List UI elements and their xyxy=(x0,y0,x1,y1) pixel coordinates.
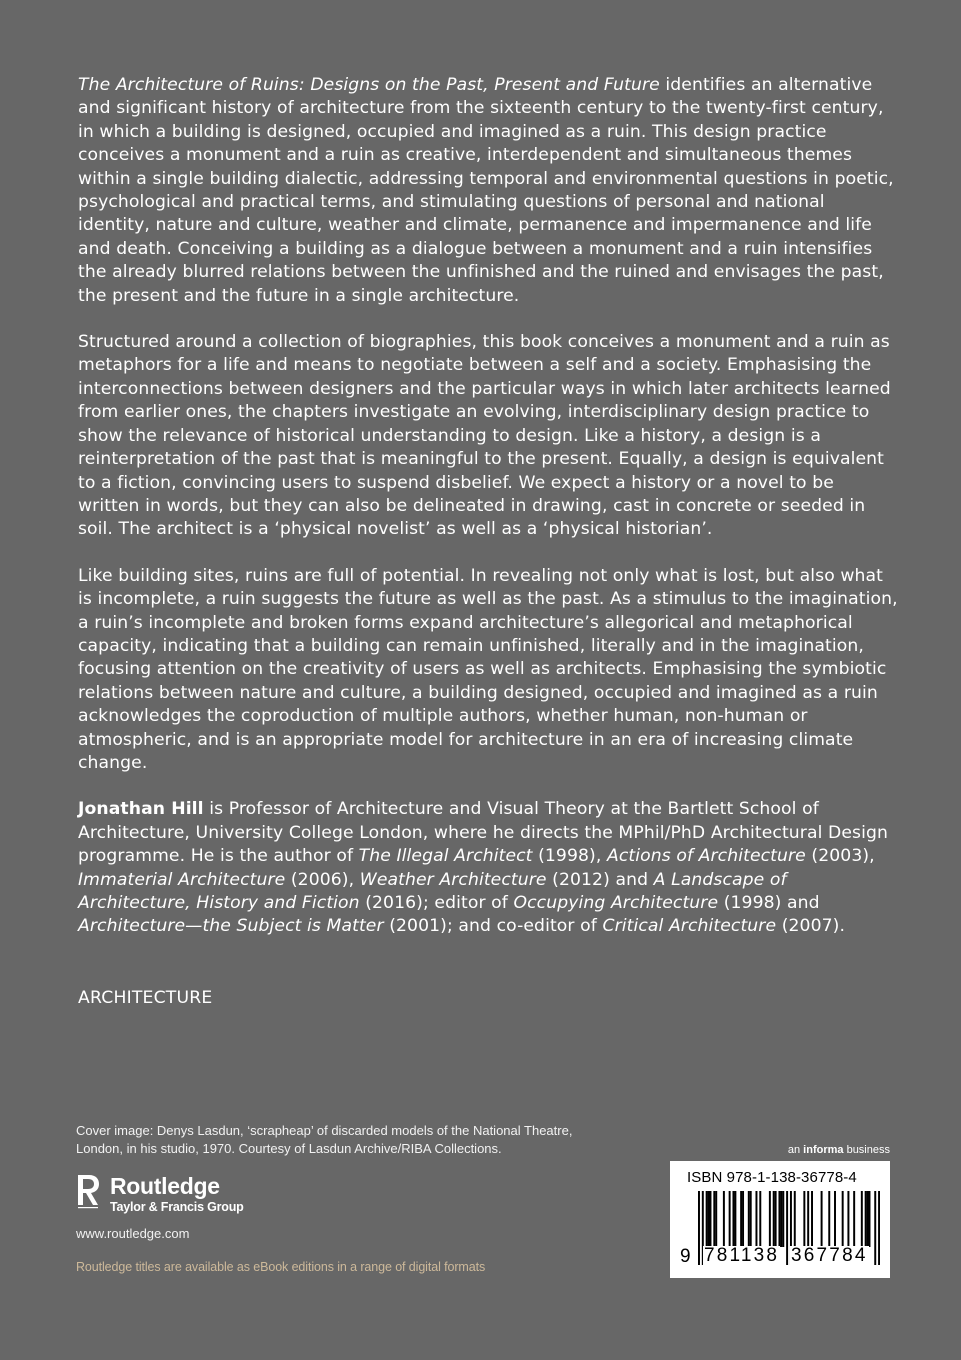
barcode-bar xyxy=(698,1191,700,1265)
barcode-bar xyxy=(834,1191,836,1247)
isbn-label: ISBN 978-1-138-36778-4 xyxy=(687,1169,857,1186)
barcode-bar xyxy=(734,1191,736,1247)
bio-text: (2006), xyxy=(285,869,360,890)
blurb-paragraph-1 xyxy=(78,74,898,308)
subject-category: ARCHITECTURE xyxy=(78,988,213,1008)
bio-book-title: Immaterial Architecture xyxy=(78,869,286,890)
barcode-bar xyxy=(878,1191,880,1265)
publisher-logo xyxy=(76,1173,244,1223)
bio-text: (2001); and co-editor of xyxy=(383,916,603,937)
book-title: The Architecture of Ruins: Designs on the Past, Present and Future xyxy=(78,75,660,95)
barcode-bar xyxy=(803,1191,805,1247)
bio-text: (1998) and xyxy=(718,893,820,913)
bio-book-title: A Landscape of Architecture, History and Fiction xyxy=(78,869,787,913)
informa-prefix: an xyxy=(787,1144,804,1156)
bio-book-title: Architecture—the Subject is Matter xyxy=(78,916,384,937)
barcode-bar xyxy=(811,1191,813,1247)
barcode-bar xyxy=(729,1191,731,1247)
bio-text: (2016); editor of xyxy=(359,893,514,913)
bio-text: is Professor of Architecture and Visual Theory at the Bartlett School of Architecture, University College London, where he directs the MPhil/PhD Architectural Design programme. He is the author of xyxy=(78,799,888,867)
barcode-bar xyxy=(778,1191,780,1247)
barcode-bar xyxy=(755,1191,757,1247)
barcode-bar xyxy=(794,1191,796,1247)
barcode-bar xyxy=(874,1191,876,1265)
ean-left-digits: 781138 xyxy=(704,1245,780,1266)
author-bio xyxy=(78,798,898,938)
bio-book-title: Critical Architecture xyxy=(602,916,777,937)
bio-text: (2003), xyxy=(805,846,875,867)
back-cover-blurb xyxy=(78,74,898,962)
barcode-bar xyxy=(723,1191,725,1247)
barcode-bar xyxy=(869,1191,871,1247)
barcode-bar xyxy=(853,1191,855,1247)
barcode-bar xyxy=(865,1191,867,1247)
publisher-name: Routledge xyxy=(110,1173,220,1199)
barcode-bar xyxy=(780,1191,782,1247)
barcode-bar xyxy=(713,1191,715,1247)
bio-book-title: The Illegal Architect xyxy=(358,846,533,867)
barcode-bar xyxy=(732,1191,734,1247)
informa-business-logo xyxy=(788,1144,890,1156)
bio-text: (2012) and xyxy=(546,869,654,890)
barcode-bar xyxy=(775,1191,777,1247)
publisher-website[interactable]: www.routledge.com xyxy=(76,1226,190,1241)
barcode-bar xyxy=(861,1191,863,1247)
barcode-bar xyxy=(782,1191,784,1247)
barcode-bar xyxy=(759,1191,761,1247)
barcode-bar xyxy=(847,1191,849,1247)
ebook-note: Routledge titles are available as eBook editions in a range of digital formats xyxy=(76,1260,486,1274)
barcode-bar xyxy=(828,1191,830,1247)
publisher-group: Taylor & Francis Group xyxy=(110,1200,244,1214)
blurb-paragraph-2: Structured around a collection of biographies, this book conceives a monument and a ruin as metaphors for a life and means to negotiate between a self and a society. Emphasising the interconnections between designers and the particular ways in which later architects learned from earlier ones, the chapters investigate an evolving, interdisciplinary design practice to show the relevance of historical understanding to design. Like a history, a design is a reinterpretation of the past that is meaningful to the present. Equally, a design is equivalent to a fiction, convincing users to suspend disbelief. We expect a history or a novel to be written in words, but they can also be delineated in drawing, cast in concrete or seeded in soil. The architect is a ‘physical novelist’ as well as a ‘physical historian’. xyxy=(78,332,891,540)
informa-brand: informa xyxy=(803,1144,844,1156)
informa-suffix: business xyxy=(843,1144,890,1156)
barcode-bar xyxy=(740,1191,742,1247)
ean-first-digit: 9 xyxy=(680,1246,691,1267)
barcode-bar xyxy=(867,1191,869,1247)
bio-text: (1998), xyxy=(532,846,607,867)
barcode-bar xyxy=(786,1191,788,1265)
routledge-r-icon xyxy=(76,1173,102,1219)
barcode-bar xyxy=(821,1191,823,1247)
author-name: Jonathan Hill xyxy=(78,799,204,820)
bio-book-title: Actions of Architecture xyxy=(606,846,806,867)
blurb-paragraph-1-text: identifies an alternative and significant history of architecture from the sixteenth century to the twenty-first century, in which a building is designed, occupied and imagined as a ruin. This design practice conceives a monument and a ruin as creative, interdependent and simultaneous themes within a single building dialectic, addressing temporal and environmental questions in poetic, psychological and practical terms, and stimulating questions of personal and national identity, nature and culture, weather and climate, permanence and impermanence and life and death. Conceiving a building as a dialogue between a monument and a ruin intensifies the already blurred relations between the unfinished and the ruined and envisages the past, the present and the future in a single architecture. xyxy=(78,75,894,306)
bio-book-title: Weather Architecture xyxy=(359,869,547,890)
bio-text: (2007). xyxy=(776,916,846,937)
barcode-bar xyxy=(773,1191,775,1247)
barcode-bar xyxy=(807,1191,809,1247)
barcode-bar xyxy=(769,1191,771,1247)
barcode-bar xyxy=(706,1191,708,1247)
barcode-bar xyxy=(842,1191,844,1247)
blurb-paragraph-3: Like building sites, ruins are full of potential. In revealing not only what is lost, but also what is incomplete, a ruin suggests the future as well as the past. As a stimulus to the imagination, a ruin’s incomplete and broken forms expand architecture’s allegorical and metaphorical capacity, indicating that a building can remain unfinished, literally and in the imagination, focusing attention on the creativity of users as well as architects. Emphasising the symbiotic relations between nature and culture, a building designed, occupied and imagined as a ruin acknowledges the coproduction of multiple authors, whether human, non-human or atmospheric, and is an appropriate model for architecture in an era of increasing climate change. xyxy=(78,565,898,773)
ean-right-digits: 367784 xyxy=(791,1245,868,1266)
barcode-bar xyxy=(708,1191,710,1247)
bio-book-title: Occupying Architecture xyxy=(513,893,719,913)
barcode-bar xyxy=(715,1191,717,1247)
barcode-bar xyxy=(748,1191,750,1247)
barcode-bar xyxy=(742,1191,744,1247)
isbn-barcode xyxy=(670,1161,890,1278)
barcode-bar xyxy=(750,1191,752,1247)
barcode-bar xyxy=(709,1191,711,1247)
cover-image-credit: Cover image: Denys Lasdun, ‘scrapheap’ of discarded models of the National Theatre, London, in his studio, 1970. Courtesy of Lasdun Archive/RIBA Collections. xyxy=(76,1123,573,1156)
